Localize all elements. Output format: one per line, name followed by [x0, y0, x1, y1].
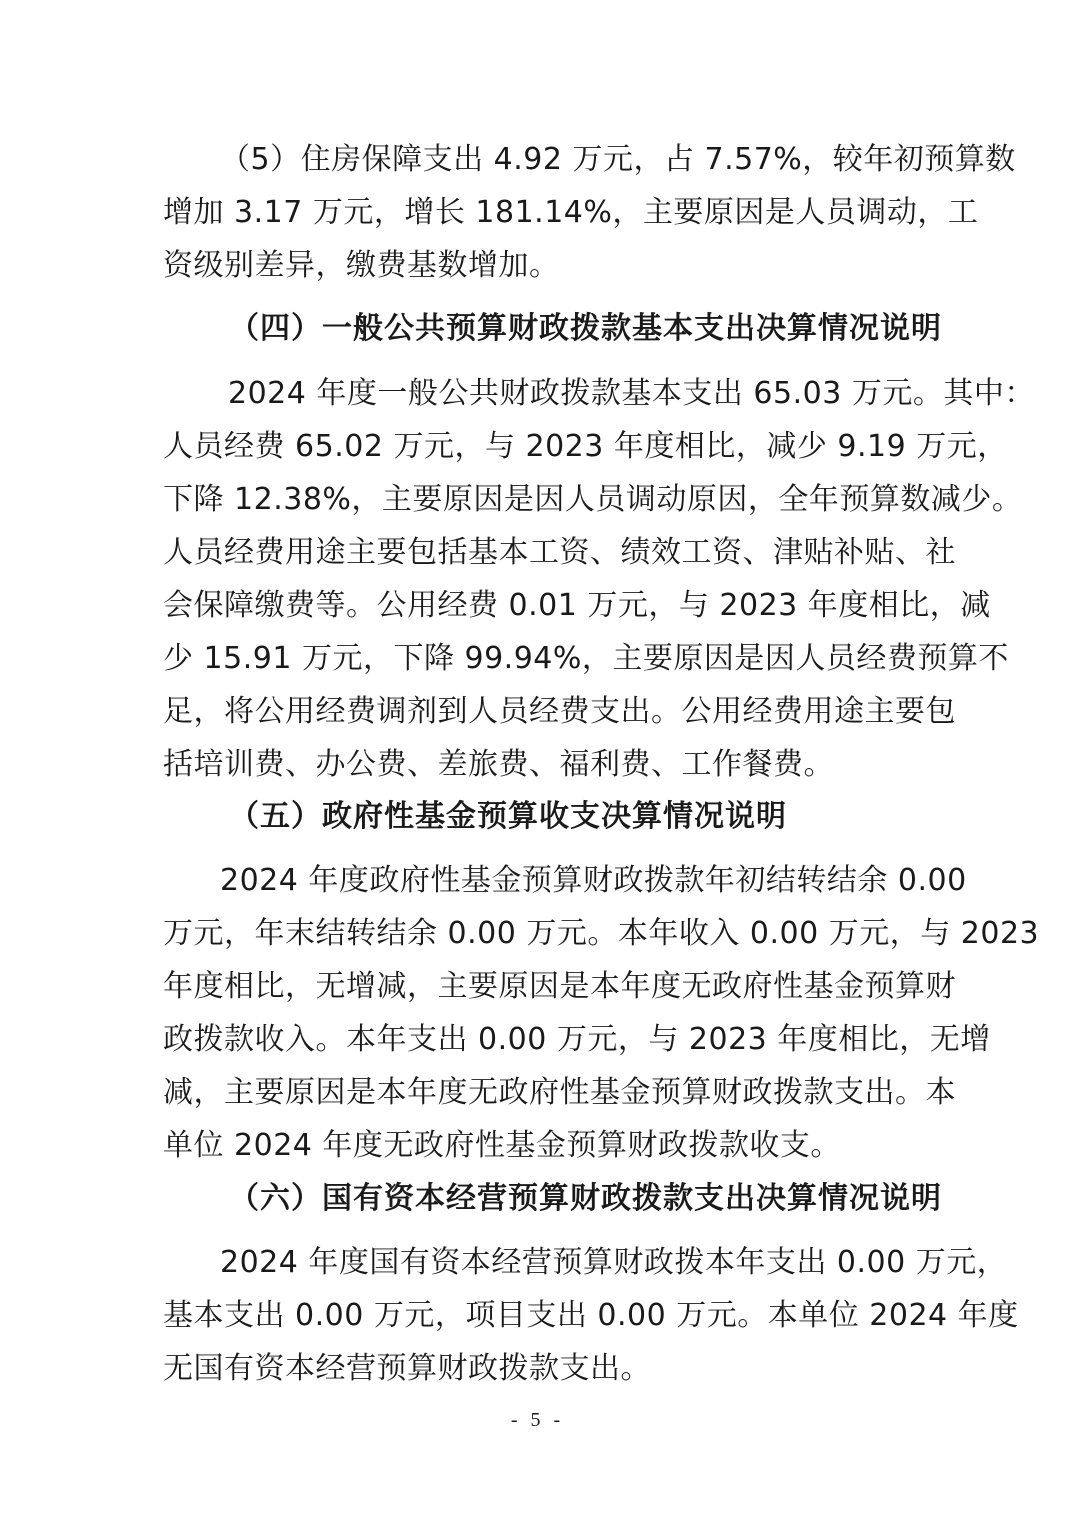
paragraph-basic-expenditure-line-6: 少 15.91 万元，下降 99.94%，主要原因是因人员经费预算不 [163, 641, 1009, 676]
paragraph-state-capital-line-2: 基本支出 0.00 万元，项目支出 0.00 万元。本单位 2024 年度 [163, 1298, 1019, 1333]
paragraph-housing-line-2: 增加 3.17 万元，增长 181.14%，主要原因是人员调动，工 [163, 195, 979, 230]
paragraph-basic-expenditure-line-2: 人员经费 65.02 万元，与 2023 年度相比，减少 9.19 万元， [163, 429, 1008, 464]
section-heading-5: （五）政府性基金预算收支决算情况说明 [229, 799, 787, 834]
paragraph-basic-expenditure-line-8: 括培训费、办公费、差旅费、福利费、工作餐费。 [163, 747, 834, 782]
paragraph-basic-expenditure-line-4: 人员经费用途主要包括基本工资、绩效工资、津贴补贴、社 [163, 535, 956, 570]
paragraph-government-fund-line-6: 单位 2024 年度无政府性基金预算财政拨款收支。 [163, 1128, 841, 1163]
paragraph-state-capital-line-3: 无国有资本经营预算财政拨款支出。 [163, 1351, 651, 1386]
paragraph-basic-expenditure-line-7: 足，将公用经费调剂到人员经费支出。公用经费用途主要包 [163, 694, 956, 729]
page-number: - 5 - [510, 1409, 565, 1431]
paragraph-government-fund-line-4: 政拨款收入。本年支出 0.00 万元，与 2023 年度相比，无增 [163, 1022, 991, 1057]
section-heading-6: （六）国有资本经营预算财政拨款支出决算情况说明 [229, 1181, 942, 1216]
paragraph-basic-expenditure-line-3: 下降 12.38%，主要原因是因人员调动原因，全年预算数减少。 [163, 482, 1023, 517]
paragraph-government-fund-line-2: 万元，年末结转结余 0.00 万元。本年收入 0.00 万元，与 2023 [163, 916, 1040, 951]
paragraph-government-fund-line-5: 减，主要原因是本年度无政府性基金预算财政拨款支出。本 [163, 1075, 956, 1110]
paragraph-basic-expenditure-line-1: 2024 年度一般公共财政拨款基本支出 65.03 万元。其中： [228, 376, 1035, 411]
paragraph-basic-expenditure-line-5: 会保障缴费等。公用经费 0.01 万元，与 2023 年度相比，减 [163, 588, 991, 623]
section-heading-4: （四）一般公共预算财政拨款基本支出决算情况说明 [229, 311, 942, 346]
paragraph-housing-line-3: 资级别差异，缴费基数增加。 [163, 248, 560, 283]
paragraph-state-capital-line-1: 2024 年度国有资本经营预算财政拨本年支出 0.00 万元， [220, 1245, 1008, 1280]
paragraph-government-fund-line-1: 2024 年度政府性基金预算财政拨款年初结转结余 0.00 [220, 863, 967, 898]
paragraph-government-fund-line-3: 年度相比，无增减，主要原因是本年度无政府性基金预算财 [163, 969, 956, 1004]
paragraph-housing-line-1: （5）住房保障支出 4.92 万元，占 7.57%，较年初预算数 [220, 142, 1016, 177]
